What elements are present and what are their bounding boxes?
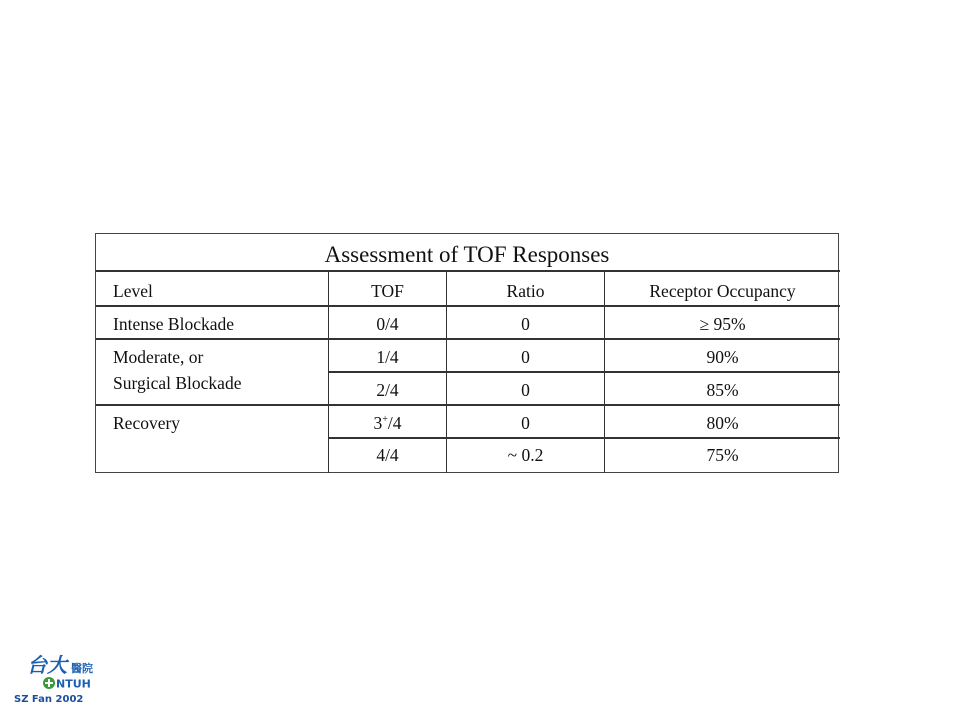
author-credit: SZ Fan 2002: [14, 694, 84, 705]
occupancy-cell: 80%: [706, 413, 739, 433]
ntuh-logo-graphic: [25, 650, 105, 690]
occupancy-cell: 75%: [706, 445, 739, 465]
header-tof: TOF: [371, 281, 404, 301]
level-moderate-line1: Moderate, or: [113, 347, 204, 367]
ratio-cell: ~ 0.2: [507, 445, 544, 465]
occupancy-cell: 85%: [706, 380, 739, 400]
level-intense: Intense Blockade: [113, 314, 234, 334]
occupancy-cell: 90%: [706, 347, 739, 367]
tof-assessment-table: [95, 233, 839, 473]
rule-under-title: [96, 270, 840, 272]
svg-text:台大: 台大: [27, 653, 67, 677]
tof-superscript: +: [382, 414, 388, 425]
rule-between-recovery-rows: [329, 437, 840, 439]
rule-after-moderate: [96, 404, 840, 406]
tof-cell: 1/4: [376, 347, 399, 367]
tof-cell: [329, 412, 446, 434]
svg-text:NTUH: NTUH: [56, 677, 91, 690]
svg-text:醫院: 醫院: [71, 662, 93, 675]
ratio-cell: 0: [521, 347, 530, 367]
ratio-cell: 0: [521, 314, 530, 334]
ntuh-logo: [25, 650, 105, 690]
header-occupancy: Receptor Occupancy: [649, 281, 796, 301]
tof-cell: 0/4: [376, 314, 399, 334]
rule-after-intense: [96, 338, 840, 340]
header-level: Level: [113, 281, 153, 301]
tof-base: 3: [373, 413, 383, 433]
tof-cell: 4/4: [376, 445, 399, 465]
rule-between-moderate-rows: [329, 371, 840, 373]
rule-under-header: [96, 305, 840, 307]
ratio-cell: 0: [521, 413, 530, 433]
table-title: Assessment of TOF Responses: [324, 242, 610, 267]
level-moderate-line2: Surgical Blockade: [113, 373, 242, 393]
ratio-cell: 0: [521, 380, 530, 400]
occupancy-cell: ≥ 95%: [699, 314, 746, 334]
level-recovery: Recovery: [113, 413, 181, 433]
tof-rest: /4: [387, 413, 402, 433]
header-ratio: Ratio: [506, 281, 545, 301]
tof-cell: 2/4: [376, 380, 399, 400]
